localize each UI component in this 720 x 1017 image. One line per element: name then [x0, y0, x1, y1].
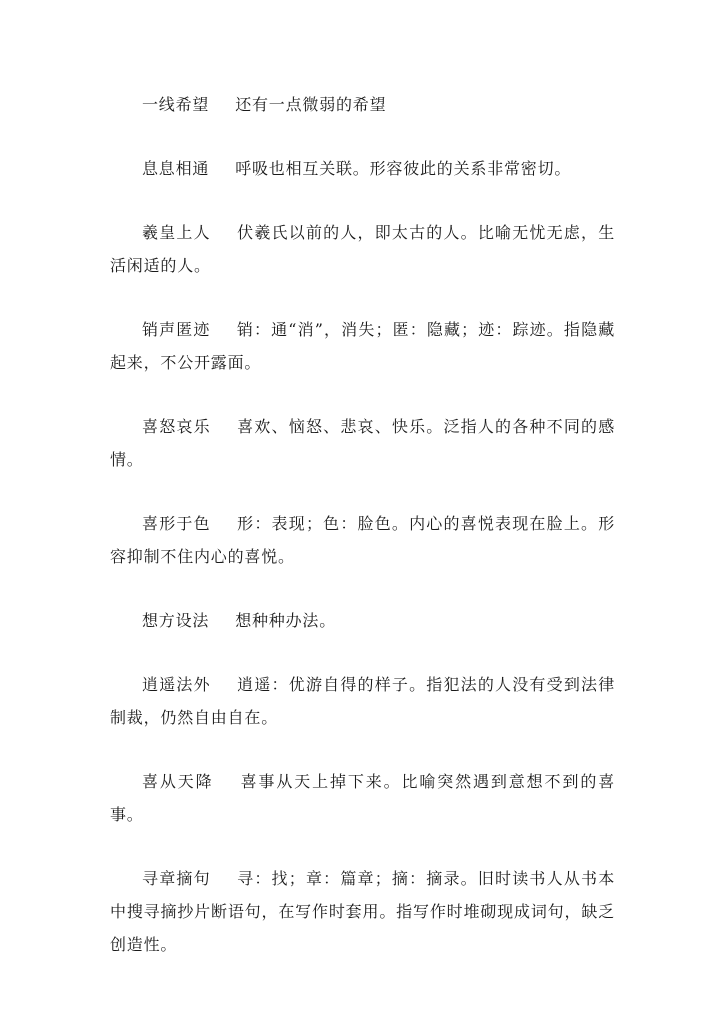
idiom-definition: 想种种办法。: [235, 611, 337, 630]
idiom-entry: [110, 507, 615, 573]
idiom-term: 销声匿迹: [142, 320, 211, 339]
idiom-term: 寻章摘句: [142, 869, 211, 888]
idiom-entry: [110, 765, 615, 831]
idiom-definition: 逍遥：优游自得的样子。指犯法的人没有受到法律制裁，仍然自由自在。: [110, 675, 616, 727]
idiom-term: 羲皇上人: [142, 223, 211, 242]
idiom-definition: 寻：找；章：篇章；摘：摘录。旧时读书人从书本中搜寻摘抄片断语句，在写作时套用。指写作时堆砌现成词句，缺乏创造性。: [110, 869, 616, 954]
idiom-definition: 喜事从天上掉下来。比喻突然遇到意想不到的喜事。: [110, 772, 615, 824]
idiom-entry: [110, 313, 615, 379]
idiom-entry: [110, 410, 615, 476]
idiom-definition: 形：表现；色：脸色。内心的喜悦表现在脸上。形容抑制不住内心的喜悦。: [110, 514, 616, 566]
document-page: [110, 88, 615, 992]
idiom-definition: 伏羲氏以前的人，即太古的人。比喻无忧无虑，生活闲适的人。: [110, 223, 616, 275]
idiom-entry: [110, 152, 615, 185]
idiom-term: 喜形于色: [142, 514, 211, 533]
idiom-entry: [110, 668, 615, 734]
idiom-term: 想方设法: [142, 611, 210, 630]
idiom-term: 一线希望: [142, 95, 210, 114]
idiom-entry: [110, 604, 615, 637]
idiom-entry: [110, 88, 615, 121]
idiom-definition: 喜欢、恼怒、悲哀、快乐。泛指人的各种不同的感情。: [110, 417, 616, 469]
idiom-definition: 销：通“消”，消失；匿：隐藏；迹：踪迹。指隐藏起来，不公开露面。: [110, 320, 615, 372]
idiom-term: 息息相通: [142, 159, 210, 178]
idiom-term: 喜从天降: [142, 772, 214, 791]
idiom-entry: [110, 862, 615, 961]
idiom-definition: 还有一点微弱的希望: [235, 95, 387, 114]
idiom-entry: [110, 216, 615, 282]
idiom-term: 逍遥法外: [142, 675, 211, 694]
idiom-definition: 呼吸也相互关联。形容彼此的关系非常密切。: [235, 159, 572, 178]
idiom-term: 喜怒哀乐: [142, 417, 211, 436]
